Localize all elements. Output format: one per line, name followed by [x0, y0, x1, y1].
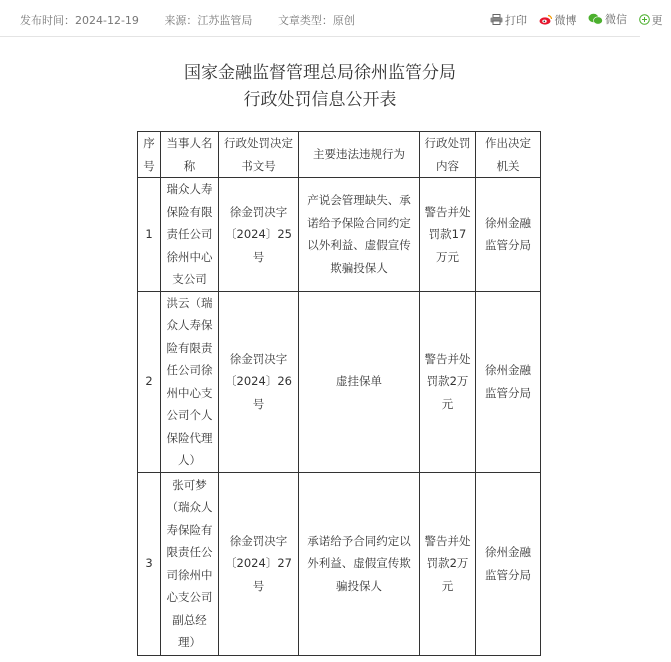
article-source: 来源：江苏监管局 — [164, 14, 253, 27]
cell-no: 3 — [138, 472, 161, 655]
wechat-label: 微信 — [605, 13, 627, 26]
cell-authority: 徐州金融监管分局 — [476, 178, 541, 292]
table-header-row — [138, 132, 541, 178]
weibo-icon — [539, 14, 553, 25]
header-penalty: 行政处罚内容 — [420, 132, 476, 178]
table-row — [138, 291, 541, 472]
cell-violation: 产说会管理缺失、承诺给予保险合同约定以外利益、虚假宣传欺骗投保人 — [299, 178, 420, 292]
header-doc-no: 行政处罚决定书文号 — [219, 132, 299, 178]
more-share-button[interactable] — [639, 12, 663, 28]
cell-authority: 徐州金融监管分局 — [476, 291, 541, 472]
header-party: 当事人名称 — [161, 132, 219, 178]
cell-doc-no: 徐金罚决字〔2024〕25号 — [219, 178, 299, 292]
article-meta-bar — [0, 0, 663, 37]
article-type: 文章类型：原创 — [277, 14, 355, 27]
share-toolbar — [490, 11, 671, 28]
plus-circle-icon — [639, 14, 650, 25]
penalty-info-table — [137, 131, 541, 656]
cell-authority: 徐州金融监管分局 — [476, 472, 541, 655]
cell-no: 2 — [138, 291, 161, 472]
article-meta — [20, 12, 377, 28]
cell-party: 洪云（瑞众人寿保险有限责任公司徐州中心支公司个人保险代理人） — [161, 291, 219, 472]
title-line-2: 行政处罚信息公开表 — [243, 90, 397, 110]
cell-party: 瑞众人寿保险有限责任公司徐州中心支公司 — [161, 178, 219, 292]
weibo-share-button[interactable] — [539, 12, 577, 28]
table-row — [138, 472, 541, 655]
wechat-icon — [588, 13, 603, 25]
cell-violation: 承诺给予合同约定以外利益、虚假宣传欺骗投保人 — [299, 472, 420, 655]
weibo-label: 微博 — [554, 13, 577, 27]
cell-penalty: 警告并处罚款17万元 — [420, 178, 476, 292]
more-label: 更 — [651, 13, 663, 27]
document-title — [0, 60, 640, 114]
cell-doc-no: 徐金罚决字〔2024〕27号 — [219, 472, 299, 655]
cell-penalty: 警告并处罚款2万元 — [420, 291, 476, 472]
cell-no: 1 — [138, 178, 161, 292]
printer-icon — [490, 14, 503, 25]
cell-violation: 虚挂保单 — [299, 291, 420, 472]
header-violation: 主要违法违规行为 — [299, 132, 420, 178]
header-no: 序号 — [138, 132, 161, 178]
print-label: 打印 — [505, 13, 527, 27]
print-button[interactable] — [490, 12, 527, 28]
wechat-share-button[interactable] — [588, 11, 627, 27]
title-line-1: 国家金融监督管理总局徐州监管分局 — [184, 63, 456, 83]
cell-doc-no: 徐金罚决字〔2024〕26号 — [219, 291, 299, 472]
publish-time: 发布时间：2024-12-19 — [20, 14, 139, 27]
table-row — [138, 178, 541, 292]
cell-penalty: 警告并处罚款2万元 — [420, 472, 476, 655]
header-authority: 作出决定机关 — [476, 132, 541, 178]
cell-party: 张可梦（瑞众人寿保险有限责任公司徐州中心支公司副总经理） — [161, 472, 219, 655]
